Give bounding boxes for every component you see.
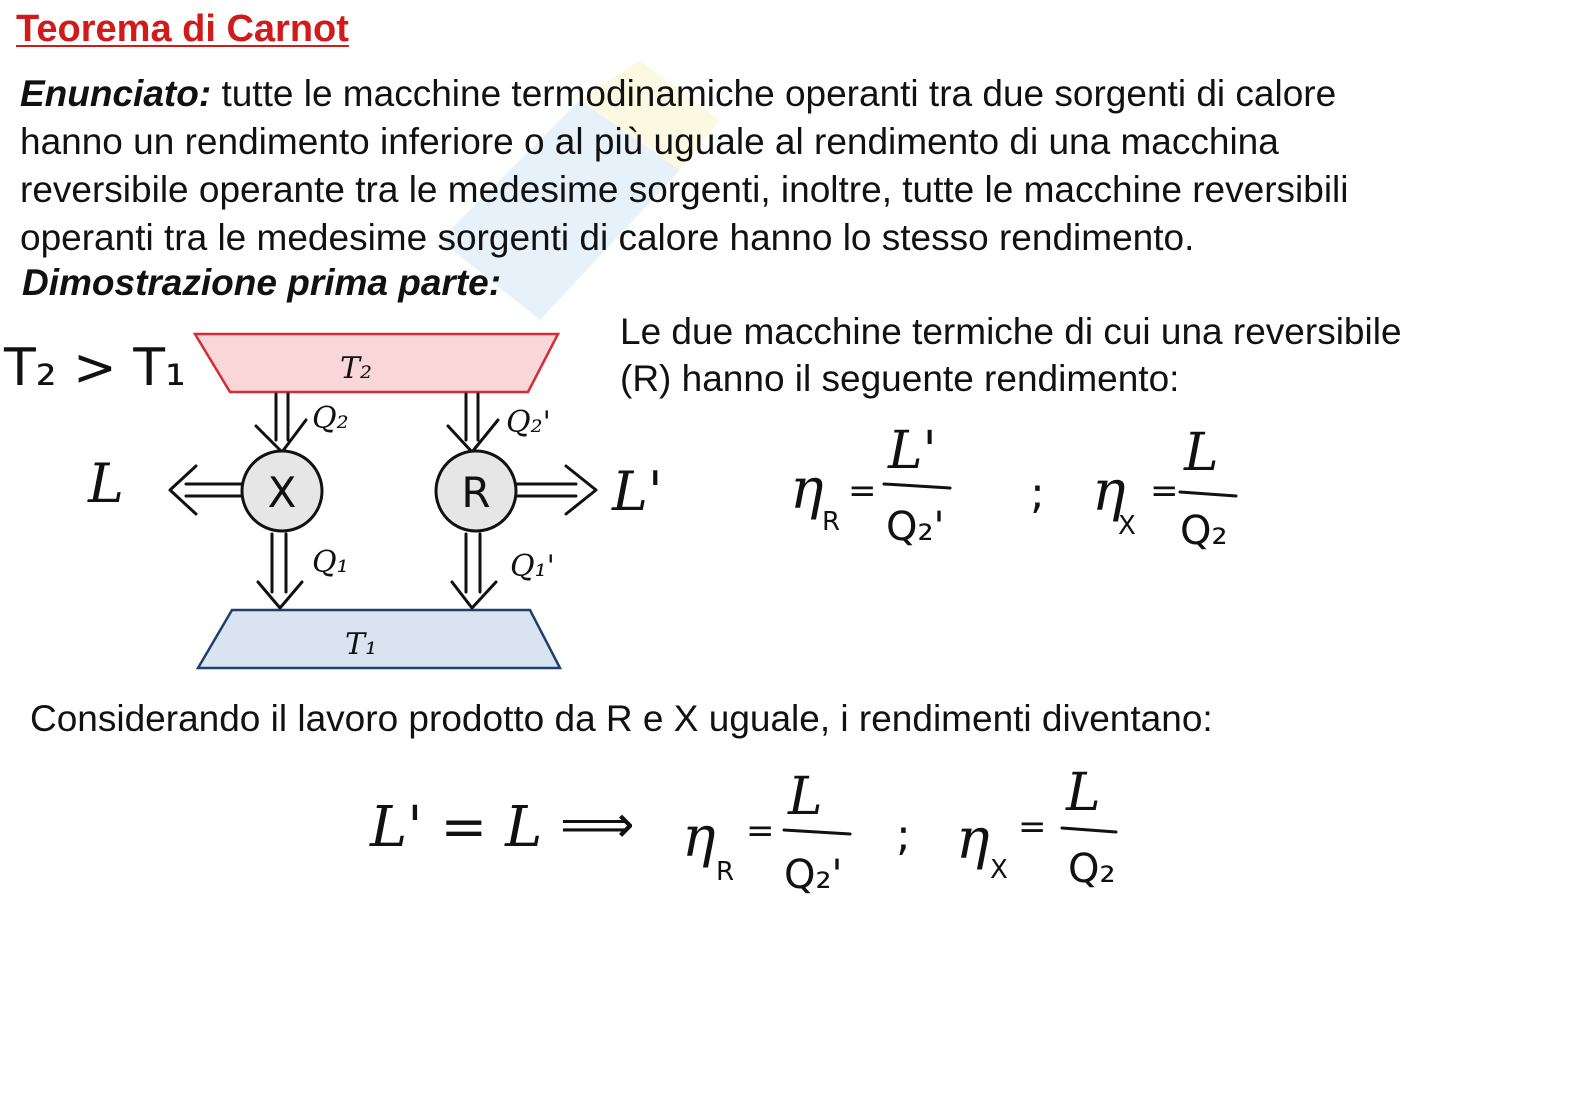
carnot-diagram xyxy=(0,320,680,680)
equals-sign-3: = xyxy=(746,811,775,851)
eta-x-subscript: X xyxy=(1118,511,1136,541)
eta-r-denominator-2: Q₂' xyxy=(784,852,843,898)
label-q2-prime: Q₂' xyxy=(506,405,551,440)
machines-description-line-2: (R) hanno il seguente rendimento: xyxy=(620,358,1180,399)
statement-line-3: reversibile operante tra le medesime sorgenti, inoltre, tutte le macchine reversibili xyxy=(20,169,1349,210)
eta-r-subscript-2: R xyxy=(716,857,735,887)
consider-text: Considerando il lavoro prodotto da R e X uguale, i rendimenti diventano: xyxy=(30,698,1213,739)
cold-reservoir-label: T₁ xyxy=(345,627,378,662)
eta-r-numerator-2: L xyxy=(788,767,823,827)
eta-r-symbol-2: η xyxy=(682,805,716,870)
equal-work-formula xyxy=(360,750,1140,920)
label-q1: Q₁ xyxy=(312,545,349,580)
separator-1: ; xyxy=(1030,468,1045,519)
arrow-work-r xyxy=(516,466,596,514)
statement-line-4: operanti tra le medesime sorgenti di calore hanno lo stesso rendimento. xyxy=(20,217,1195,258)
page-title: Teorema di Carnot xyxy=(16,8,349,50)
label-q1-prime: Q₁' xyxy=(510,549,555,584)
fraction-bar-4 xyxy=(1062,828,1116,832)
eta-x-symbol: η xyxy=(1092,459,1126,524)
eta-x-numerator: L xyxy=(1184,423,1219,483)
machine-r-label: R xyxy=(461,468,491,517)
hot-reservoir-label: T₂ xyxy=(340,351,373,386)
efficiency-formula xyxy=(780,410,1260,570)
equals-sign-2: = xyxy=(1150,471,1179,511)
cold-reservoir xyxy=(198,610,560,668)
eta-x-numerator-2: L xyxy=(1066,763,1101,823)
eta-r-numerator: L' xyxy=(888,421,937,481)
machines-description xyxy=(620,308,1402,402)
arrow-work-x xyxy=(170,466,242,514)
eta-x-symbol-2: η xyxy=(956,807,990,872)
hot-reservoir xyxy=(195,334,558,392)
equals-sign-4: = xyxy=(1018,807,1047,847)
theorem-statement xyxy=(20,70,1550,262)
machine-x-label: X xyxy=(267,468,297,517)
premise-equation: L' = L xyxy=(370,795,543,860)
statement-line-2: hanno un rendimento inferiore o al più uguale al rendimento di una macchina xyxy=(20,121,1279,162)
implies-arrow: ⟹ xyxy=(560,795,635,855)
statement-line-1-text: tutte le macchine termodinamiche operanti tra due sorgenti di calore xyxy=(211,73,1337,114)
arrow-q2-prime xyxy=(448,394,498,452)
separator-2: ; xyxy=(896,810,911,861)
eta-x-denominator: Q₂ xyxy=(1180,508,1228,554)
machines-description-line-1: Le due macchine termiche di cui una reversibile xyxy=(620,311,1402,352)
fraction-bar-1 xyxy=(884,484,950,488)
temperature-condition: T₂ > T₁ xyxy=(4,338,186,398)
eta-r-subscript: R xyxy=(822,507,841,537)
eta-x-denominator-2: Q₂ xyxy=(1068,846,1116,892)
equals-sign-1: = xyxy=(848,471,877,511)
label-work-x: L xyxy=(88,452,124,515)
statement-lead: Enunciato: xyxy=(20,73,212,114)
arrow-q1 xyxy=(258,534,302,608)
label-work-r: L' xyxy=(612,460,663,523)
statement-line-1 xyxy=(20,70,1550,118)
proof-heading: Dimostrazione prima parte: xyxy=(22,262,502,303)
arrow-q1-prime xyxy=(452,534,496,608)
label-q2: Q₂ xyxy=(312,401,349,436)
eta-x-subscript-2: X xyxy=(990,855,1008,885)
eta-r-denominator: Q₂' xyxy=(886,504,945,550)
fraction-bar-3 xyxy=(784,830,850,834)
fraction-bar-2 xyxy=(1180,492,1236,496)
arrow-q2 xyxy=(256,394,306,452)
eta-r-symbol: η xyxy=(790,457,824,522)
